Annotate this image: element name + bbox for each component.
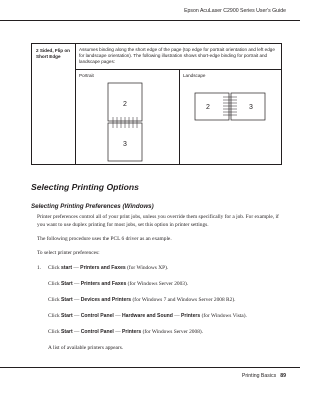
footer-divider: [0, 367, 300, 368]
step-line-win7: Click Start — Devices and Printers (for Windows 7 and Windows Server 2008 R2).: [48, 297, 236, 303]
landscape-page-number: 3: [249, 104, 253, 111]
footer-section: Printing Basics: [241, 373, 277, 379]
page-number: 89: [280, 373, 286, 379]
printer-list-note: A list of available printers appears.: [48, 345, 124, 351]
table-row-label: 2 Sided, Flip on Short Edge: [36, 48, 70, 59]
landscape-binding-illustration: [193, 92, 269, 122]
landscape-label: Landscape: [183, 73, 206, 78]
step-line-vista: Click Start — Control Panel — Hardware and Sound — Printers (for Windows Vista).: [48, 313, 247, 319]
table-divider: [179, 69, 180, 165]
step-number: 1.: [37, 265, 42, 271]
header-divider: [0, 20, 300, 21]
portrait-page-number: 2: [123, 101, 127, 108]
step-line-server2003: Click Start — Printers and Faxes (for Windows Server 2003).: [48, 281, 189, 287]
portrait-binding-illustration: [104, 81, 148, 163]
table-divider: [75, 69, 282, 70]
driver-note-paragraph: The following procedure uses the PCL 6 driver as an example.: [37, 236, 172, 242]
portrait-page-number: 3: [123, 141, 127, 148]
running-header: Epson AcuLaser C2900 Series User's Guide: [184, 8, 286, 14]
running-footer: [242, 373, 286, 379]
landscape-page-number: 2: [206, 104, 210, 111]
intro-paragraph: Printer preferences control all of your print jobs, unless you override them specifically for a job. For example, if you want to use duplex printing for most jobs, set this option in printer settings.: [37, 214, 279, 228]
section-heading: Selecting Printing Options: [31, 182, 139, 192]
instruction-lead: To select printer preferences:: [37, 250, 100, 256]
table-divider: [75, 44, 76, 164]
step-line-xp: Click start — Printers and Faxes (for Windows XP).: [48, 265, 169, 271]
portrait-label: Portrait: [79, 73, 94, 78]
binding-table: [31, 43, 282, 165]
table-description: Assumes binding along the short edge of the page (top edge for portrait orientation and left edge for landscape orientation). The following illustration shows short-edge binding for portrait and landscape pages:: [79, 47, 275, 65]
step-line-server2008: Click Start — Control Panel — Printers (for Windows Server 2008).: [48, 329, 204, 335]
subsection-heading: Selecting Printing Preferences (Windows): [31, 203, 154, 210]
